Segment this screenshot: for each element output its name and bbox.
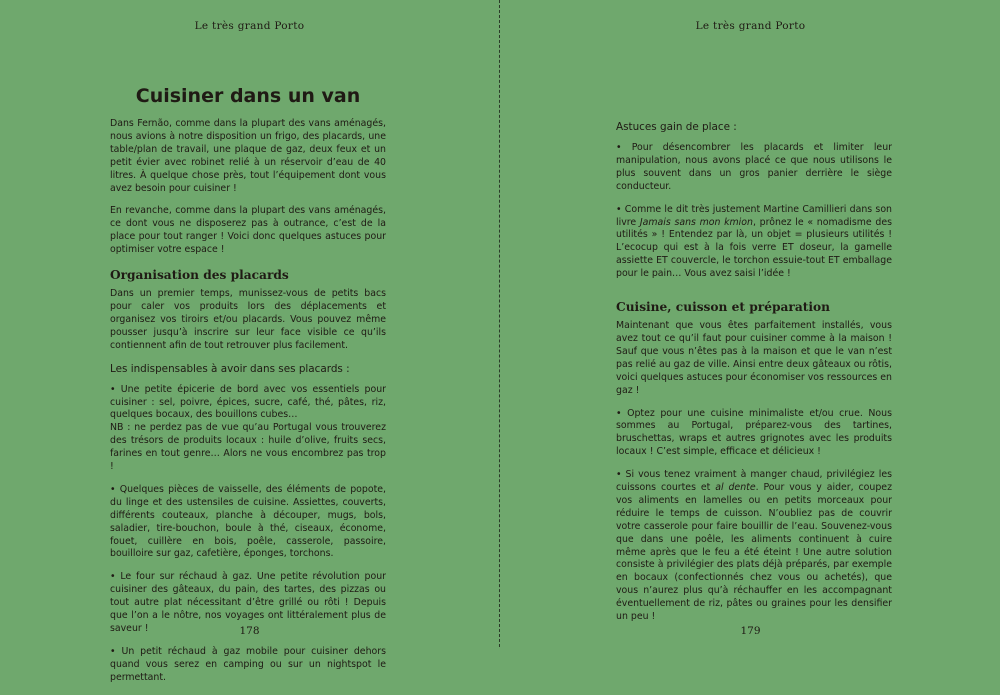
section-heading-placards: Organisation des placards bbox=[110, 268, 289, 283]
list-item: • Une petite épicerie de bord avec vos essentiels pour cuisiner : sel, poivre, épices, sucre, café, thé, pâtes, riz, quelques bocaux, des bouillons cubes… bbox=[110, 383, 386, 421]
page-number: 178 bbox=[239, 625, 260, 637]
page-number: 179 bbox=[740, 625, 761, 637]
book-title: Jamais sans mon kmion bbox=[639, 216, 753, 228]
section-paragraph-cuisine: Maintenant que vous êtes parfaitement installés, vous avez tout ce qu’il faut pour cuisiner comme à la maison ! Sauf que vous n’êtes pas à la maison et que le van n’est pas relié au gaz de ville. Ainsi entre deux gâteaux ou rôtis, voici quelques astuces pour économiser vos ressources en gaz ! bbox=[616, 320, 892, 396]
section-paragraph-placards: Dans un premier temps, munissez-vous de petits bacs pour caler vos produits lors des déplacements et organisez vos tiroirs et/ou placards. Vous pouvez même pousser jusqu’à inscrire sur leur face visible ce qu’ils contiennent afin de tout retrouver plus facilement. bbox=[110, 288, 386, 351]
list-item: • Un petit réchaud à gaz mobile pour cuisiner dehors quand vous serez en camping ou sur un nightspot le permettant. bbox=[110, 645, 386, 683]
list-item-text: • Comme le dit très justement Martine Camillieri dans son livre bbox=[616, 203, 892, 228]
list-item bbox=[616, 469, 892, 624]
list-item-text: . Pour vous y aider, coupez vos aliments en lamelles ou en petits morceaux pour réduire le temps de cuisson. N’oubliez pas de couvrir votre casserole pour faire bouillir de l’eau. Souvenez-vous que dans une poêle, les aliments continuent à cuire même après que le feu a été éteint ! Une autre solution consiste à privilégier des plats déjà préparés, par exemple en bocaux (confectionnés chez vous ou achetés), que vous n’aurez plus qu’à réchauffer en les accompagnant éventuellement de riz, pâtes ou graines pour les densifier un peu ! bbox=[616, 482, 893, 623]
intro-paragraph-1: Dans Fernão, comme dans la plupart des vans aménagés, nous avions à notre disposition un frigo, des placards, une table/plan de travail, une plaque de gaz, deux feux et un petit évier avec robinet relié à un réservoir d’eau de 40 litres. À quelque chose près, tout l’équipement dont vous avez besoin pour cuisiner ! bbox=[110, 118, 386, 194]
list-item bbox=[616, 204, 892, 281]
list-item-text: , prônez le « nomadisme des utilités » ! Entendez par là, un objet = plusieurs utilités ! L’ecocup qui est à la fois verre ET doseur, la gamelle assiette ET couvercle, le torchon essuie-tout ET emballage pour le pain… Vous avez saisi l’idée ! bbox=[616, 216, 892, 280]
list-item-text: • Si vous tenez vraiment à manger chaud, privilégiez les cuissons courtes et bbox=[616, 469, 892, 494]
right-page bbox=[501, 0, 1000, 647]
running-header: Le très grand Porto bbox=[695, 20, 806, 32]
subheading-astuces: Astuces gain de place : bbox=[616, 121, 737, 133]
subheading-indispensables: Les indispensables à avoir dans ses placards : bbox=[110, 362, 350, 375]
list-item: • Optez pour une cuisine minimaliste et/ou crue. Nous sommes au Portugal, préparez-vous des tartines, bruschettas, wraps et autres grignotes avec les produits locaux ! C’est simple, efficace et délicieux ! bbox=[616, 407, 892, 458]
chapter-title: Cuisiner dans un van bbox=[135, 85, 361, 107]
left-page-content bbox=[110, 84, 386, 695]
page-gutter-divider bbox=[499, 0, 500, 647]
right-page-content bbox=[616, 121, 892, 634]
list-item: • Pour désencombrer les placards et limiter leur manipulation, nous avons placé ce que nous utilisons le plus souvent dans un gros panier derrière le siège conducteur. bbox=[616, 142, 892, 192]
emphasis-term: al dente bbox=[715, 482, 756, 494]
running-header: Le très grand Porto bbox=[194, 20, 305, 32]
nb-note: NB : ne perdez pas de vue qu’au Portugal vous trouverez des trésors de produits locaux : huile d’olive, fruits secs, farines en tout genre… Alors ne vous encombrez pas trop ! bbox=[110, 422, 386, 473]
section-heading-cuisine: Cuisine, cuisson et préparation bbox=[616, 300, 830, 315]
intro-paragraph-2: En revanche, comme dans la plupart des vans aménagés, ce dont vous ne disposerez pas à outrance, c’est de la place pour tout ranger ! Voici donc quelques astuces pour optimiser votre espace ! bbox=[110, 205, 386, 256]
list-item: • Quelques pièces de vaisselle, des éléments de popote, du linge et des ustensiles de cuisine. Assiettes, couverts, différents couteaux, planche à découper, mugs, bols, saladier, tire-bouchon, boule à thé, ciseaux, économe, fouet, cuillère en bois, poêle, casserole, passoire, bouilloire sur gaz, cafetière, éponges, torchons. bbox=[110, 483, 386, 560]
left-page bbox=[0, 0, 499, 683]
list-item: • Le four sur réchaud à gaz. Une petite révolution pour cuisiner des gâteaux, du pain, des tartes, des pizzas ou tout autre plat nécessitant d’être grillé ou rôti ! Depuis que l’on a le nôtre, nos voyages ont littéralement plus de saveur ! bbox=[110, 571, 386, 634]
